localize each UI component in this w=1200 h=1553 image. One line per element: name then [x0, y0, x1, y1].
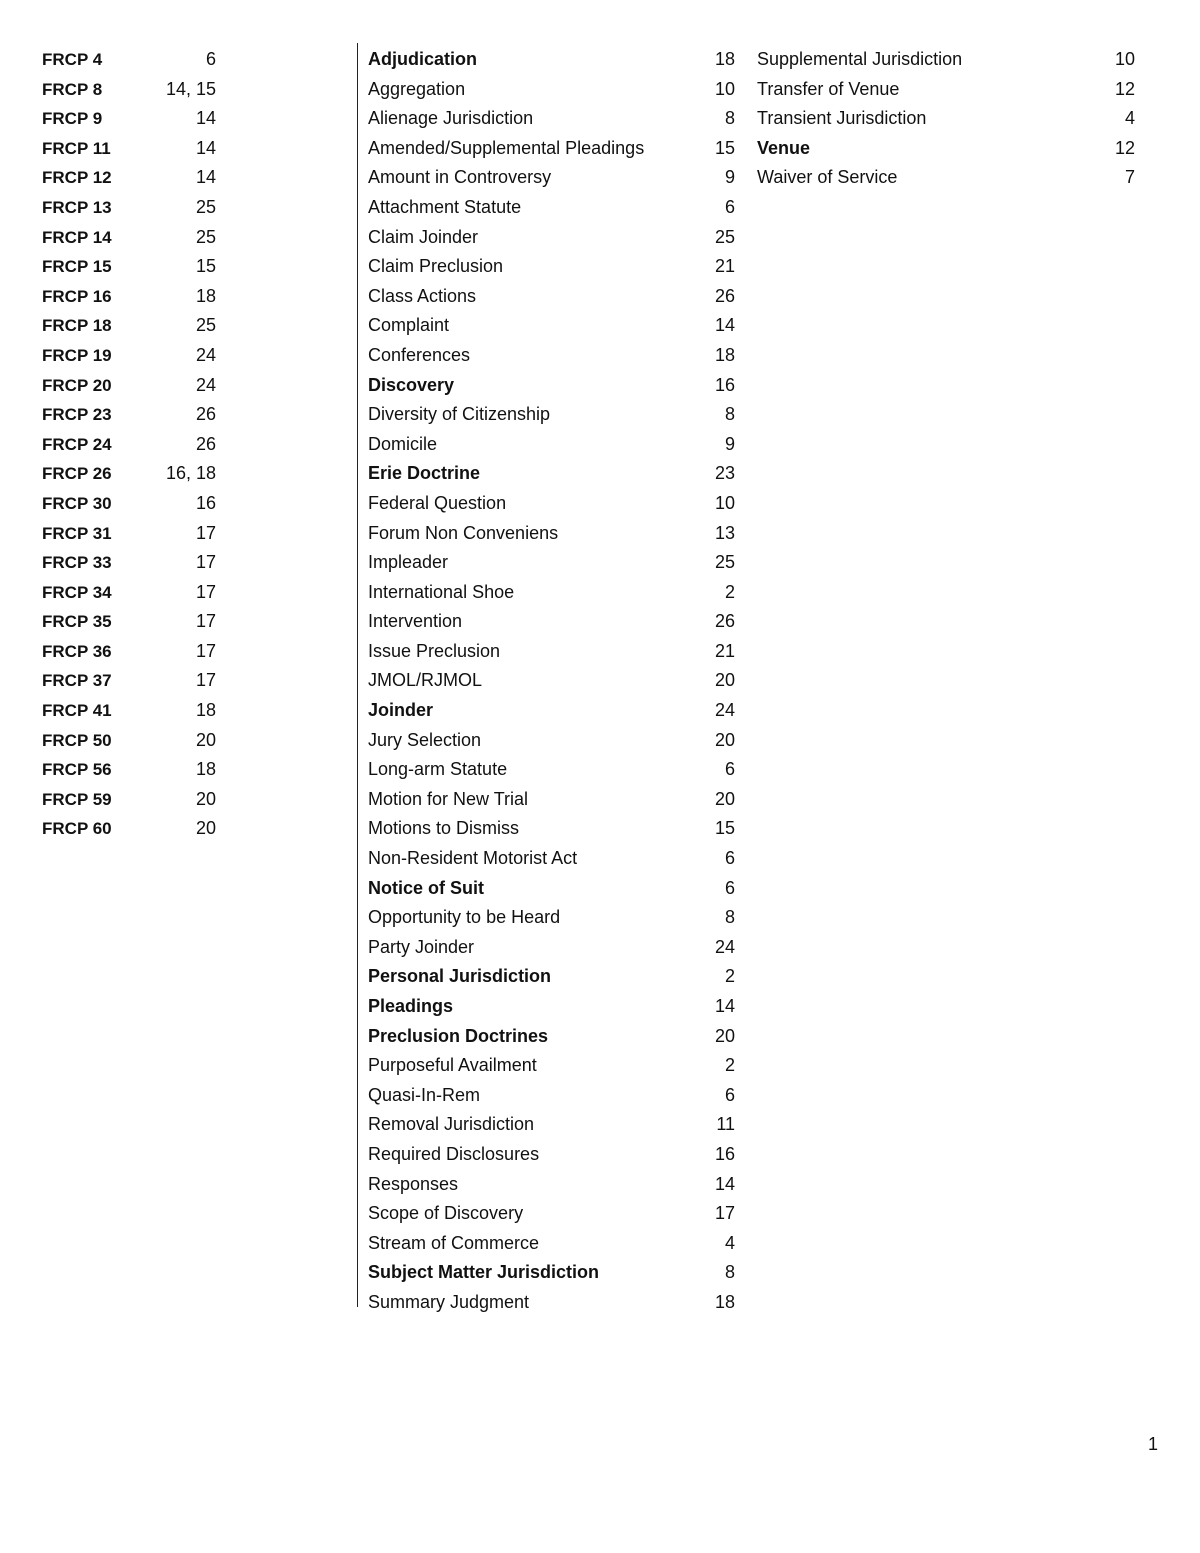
index-term: Notice of Suit — [368, 877, 484, 898]
index-term: Party Joinder — [368, 936, 475, 957]
index-page-ref: 25 — [195, 315, 216, 336]
column-divider — [357, 43, 358, 1307]
index-term: FRCP 18 — [42, 316, 112, 336]
index-term: FRCP 8 — [42, 79, 103, 99]
index-term: Transfer of Venue — [757, 78, 900, 99]
index-term: Attachment Statute — [368, 196, 522, 217]
index-page-ref: 8 — [724, 108, 735, 129]
index-term: FRCP 13 — [42, 197, 112, 217]
index-term: Opportunity to be Heard — [368, 907, 561, 928]
index-entry — [368, 666, 735, 696]
index-page-ref: 20 — [714, 729, 735, 750]
index-term: Joinder — [368, 700, 434, 721]
index-term: Purposeful Availment — [368, 1055, 537, 1076]
index-entry — [368, 1170, 735, 1200]
index-entry — [368, 1258, 735, 1288]
index-entry — [757, 45, 1135, 75]
index-term: Amount in Controversy — [368, 167, 552, 188]
index-page-ref: 14 — [714, 315, 735, 336]
index-term: Long-arm Statute — [368, 759, 508, 780]
index-page-ref: 26 — [195, 433, 216, 454]
index-entry — [42, 75, 216, 105]
index-page-ref: 10 — [714, 78, 735, 99]
index-term: JMOL/RJMOL — [368, 670, 483, 691]
index-entry — [42, 607, 216, 637]
index-entry — [368, 430, 735, 460]
index-page-ref: 16 — [714, 374, 735, 395]
index-entry — [368, 844, 735, 874]
index-page-ref: 10 — [714, 492, 735, 513]
index-page-ref: 15 — [714, 818, 735, 839]
index-term: Personal Jurisdiction — [368, 966, 552, 987]
index-term: Conferences — [368, 344, 471, 365]
index-term: FRCP 12 — [42, 168, 112, 188]
index-term: FRCP 14 — [42, 227, 112, 247]
index-page-ref: 24 — [714, 936, 735, 957]
index-term: Non-Resident Motorist Act — [368, 848, 578, 869]
index-page-ref: 2 — [724, 581, 735, 602]
index-term: Aggregation — [368, 78, 466, 99]
index-entry — [757, 134, 1135, 164]
index-entry — [42, 519, 216, 549]
index-term: International Shoe — [368, 581, 515, 602]
index-term: FRCP 34 — [42, 582, 112, 602]
page-number: 1 — [1147, 1434, 1158, 1454]
index-term: FRCP 35 — [42, 612, 112, 632]
index-term: Removal Jurisdiction — [368, 1114, 535, 1135]
index-entry — [368, 1081, 735, 1111]
index-page-ref: 14 — [714, 1173, 735, 1194]
index-page-ref: 4 — [724, 1232, 735, 1253]
index-entry — [368, 1199, 735, 1229]
index-term: Alienage Jurisdiction — [368, 108, 534, 129]
index-entry — [42, 459, 216, 489]
index-term: Intervention — [368, 611, 463, 632]
index-term: FRCP 26 — [42, 464, 112, 484]
frcp-index-column — [42, 45, 216, 844]
index-entry — [757, 104, 1135, 134]
index-page-ref: 18 — [195, 759, 216, 780]
index-entry — [368, 134, 735, 164]
index-term: Motions to Dismiss — [368, 818, 520, 839]
index-term: FRCP 41 — [42, 701, 112, 721]
index-page-ref: 9 — [724, 433, 735, 454]
index-term: FRCP 33 — [42, 553, 112, 573]
index-page-ref: 9 — [724, 167, 735, 188]
index-page-ref: 11 — [716, 1114, 735, 1135]
index-page-ref: 18 — [714, 1291, 735, 1312]
index-entry — [42, 755, 216, 785]
index-term: Claim Preclusion — [368, 256, 504, 277]
index-term: FRCP 30 — [42, 493, 112, 513]
index-entry — [368, 400, 735, 430]
index-term: FRCP 56 — [42, 760, 112, 780]
index-page-ref: 14 — [195, 167, 216, 188]
index-entry — [368, 874, 735, 904]
index-entry — [368, 1288, 735, 1318]
index-entry — [42, 282, 216, 312]
index-page-ref: 21 — [714, 256, 735, 277]
index-page-ref: 17 — [195, 581, 216, 602]
index-term: FRCP 16 — [42, 286, 112, 306]
index-page-ref: 14 — [195, 108, 216, 129]
index-page-ref: 25 — [714, 226, 735, 247]
index-page-ref: 16, 18 — [165, 463, 216, 484]
index-entry — [42, 193, 216, 223]
index-page-ref: 15 — [195, 256, 216, 277]
index-page-ref: 6 — [205, 49, 216, 69]
index-term: Required Disclosures — [368, 1143, 540, 1164]
index-page-ref: 24 — [714, 700, 735, 721]
index-term: Summary Judgment — [368, 1291, 530, 1312]
index-page-ref: 26 — [195, 404, 216, 425]
index-entry — [368, 785, 735, 815]
index-entry — [368, 903, 735, 933]
index-term: FRCP 15 — [42, 257, 112, 277]
index-entry — [42, 400, 216, 430]
index-entry — [42, 814, 216, 844]
topic-index-column-2 — [757, 45, 1135, 193]
index-entry — [368, 726, 735, 756]
index-entry — [42, 489, 216, 519]
index-entry — [368, 223, 735, 253]
index-entry — [368, 1022, 735, 1052]
index-term: FRCP 9 — [42, 109, 103, 129]
index-entry — [42, 785, 216, 815]
index-page-ref: 8 — [724, 404, 735, 425]
index-term: Erie Doctrine — [368, 463, 481, 484]
index-entry — [42, 223, 216, 253]
index-term: Responses — [368, 1173, 459, 1194]
index-entry — [368, 371, 735, 401]
index-entry — [368, 311, 735, 341]
index-term: Issue Preclusion — [368, 640, 501, 661]
index-page-ref: 6 — [724, 848, 735, 869]
index-page-ref: 14 — [195, 137, 216, 158]
index-entry — [368, 1140, 735, 1170]
index-page-ref: 6 — [724, 877, 735, 898]
index-term: Federal Question — [368, 492, 507, 513]
index-page-ref: 25 — [195, 196, 216, 217]
index-term: FRCP 36 — [42, 641, 112, 661]
index-term: Stream of Commerce — [368, 1232, 540, 1253]
index-entry — [42, 45, 216, 75]
index-entry — [42, 578, 216, 608]
index-entry — [42, 341, 216, 371]
index-entry — [368, 1110, 735, 1140]
index-term: Pleadings — [368, 996, 454, 1016]
index-entry — [368, 992, 735, 1022]
index-entry — [368, 45, 735, 75]
index-entry — [42, 430, 216, 460]
index-term: Claim Joinder — [368, 226, 479, 247]
index-page-ref: 14 — [714, 996, 735, 1016]
index-term: Jury Selection — [368, 729, 482, 750]
index-page-ref: 14, 15 — [165, 78, 216, 99]
index-page-ref: 2 — [724, 966, 735, 987]
index-entry — [368, 548, 735, 578]
index-page-ref: 8 — [724, 1262, 735, 1283]
index-term: Amended/Supplemental Pleadings — [368, 137, 645, 158]
index-term: Domicile — [368, 433, 438, 454]
index-entry — [368, 282, 735, 312]
index-page-ref: 18 — [195, 700, 216, 721]
index-page-ref: 20 — [714, 670, 735, 691]
index-page-ref: 23 — [714, 463, 735, 484]
index-page-ref: 21 — [714, 640, 735, 661]
index-page-ref: 6 — [724, 196, 735, 217]
index-entry — [368, 489, 735, 519]
index-page-ref: 17 — [195, 552, 216, 573]
index-term: Waiver of Service — [757, 167, 898, 188]
index-entry — [42, 134, 216, 164]
index-entry — [368, 341, 735, 371]
index-page-ref: 26 — [714, 285, 735, 306]
index-entry — [368, 814, 735, 844]
index-page-ref: 17 — [195, 670, 216, 691]
index-entry — [368, 1229, 735, 1259]
index-entry — [368, 607, 735, 637]
index-page-ref: 25 — [714, 552, 735, 573]
index-entry — [368, 1051, 735, 1081]
index-page-ref: 12 — [1114, 137, 1135, 158]
index-page-ref: 20 — [195, 729, 216, 750]
index-page-ref: 25 — [195, 226, 216, 247]
index-page-ref: 12 — [1114, 78, 1135, 99]
index-term: Class Actions — [368, 285, 477, 306]
index-entry — [368, 459, 735, 489]
index-term: FRCP 20 — [42, 375, 112, 395]
index-term: Impleader — [368, 552, 449, 573]
index-term: Motion for New Trial — [368, 788, 529, 809]
index-term: Subject Matter Jurisdiction — [368, 1262, 600, 1283]
index-term: FRCP 37 — [42, 671, 112, 691]
index-entry — [368, 933, 735, 963]
index-page-ref: 18 — [714, 49, 735, 69]
index-entry — [757, 163, 1135, 193]
index-term: Diversity of Citizenship — [368, 404, 551, 425]
index-entry — [368, 75, 735, 105]
index-page-ref: 17 — [195, 640, 216, 661]
index-page-ref: 13 — [714, 522, 735, 543]
index-entry — [368, 104, 735, 134]
index-entry — [368, 163, 735, 193]
index-page-ref: 17 — [714, 1203, 735, 1224]
index-page-ref: 20 — [195, 788, 216, 809]
index-page-ref: 10 — [1114, 49, 1135, 69]
index-term: Adjudication — [368, 49, 477, 69]
index-term: FRCP 11 — [42, 138, 111, 158]
index-page-ref: 18 — [195, 285, 216, 306]
index-page-ref: 26 — [714, 611, 735, 632]
index-entry — [42, 548, 216, 578]
index-entry — [42, 104, 216, 134]
index-page-ref: 2 — [724, 1055, 735, 1076]
index-entry — [368, 962, 735, 992]
index-term: Venue — [757, 137, 811, 158]
index-entry — [368, 755, 735, 785]
index-term: Supplemental Jurisdiction — [757, 49, 963, 69]
index-entry — [42, 637, 216, 667]
index-entry — [42, 726, 216, 756]
index-entry — [368, 252, 735, 282]
index-term: Scope of Discovery — [368, 1203, 524, 1224]
index-term: FRCP 31 — [42, 523, 112, 543]
index-page-ref: 16 — [714, 1143, 735, 1164]
index-term: Preclusion Doctrines — [368, 1025, 549, 1046]
index-page-ref: 18 — [714, 344, 735, 365]
index-term: FRCP 60 — [42, 819, 112, 839]
index-entry — [757, 75, 1135, 105]
index-page-ref: 24 — [195, 374, 216, 395]
index-entry — [42, 252, 216, 282]
index-page-ref: 17 — [195, 611, 216, 632]
index-term: Transient Jurisdiction — [757, 108, 927, 129]
index-page-ref: 7 — [1124, 167, 1135, 188]
index-entry — [42, 666, 216, 696]
index-term: FRCP 19 — [42, 345, 112, 365]
index-page-ref: 24 — [195, 344, 216, 365]
index-entry — [42, 311, 216, 341]
topic-index-column-1 — [368, 45, 735, 1318]
index-term: FRCP 59 — [42, 789, 112, 809]
index-entry — [42, 696, 216, 726]
index-page-ref: 16 — [195, 492, 216, 513]
index-page-ref: 4 — [1124, 108, 1135, 129]
index-entry — [368, 519, 735, 549]
index-page-ref: 20 — [195, 818, 216, 839]
index-term: Complaint — [368, 315, 450, 336]
index-term: Forum Non Conveniens — [368, 522, 559, 543]
index-term: FRCP 4 — [42, 50, 103, 69]
index-page-ref: 20 — [714, 788, 735, 809]
index-term: FRCP 23 — [42, 405, 112, 425]
index-entry — [368, 637, 735, 667]
index-entry — [42, 163, 216, 193]
index-entry — [368, 193, 735, 223]
index-page-ref: 15 — [714, 137, 735, 158]
index-term: Discovery — [368, 374, 455, 395]
index-entry — [368, 578, 735, 608]
index-page-ref: 8 — [724, 907, 735, 928]
index-page-ref: 6 — [724, 759, 735, 780]
index-entry — [42, 371, 216, 401]
index-entry — [368, 696, 735, 726]
index-page-ref: 20 — [714, 1025, 735, 1046]
index-term: FRCP 50 — [42, 730, 112, 750]
index-term: Quasi-In-Rem — [368, 1084, 481, 1105]
index-page-ref: 17 — [195, 522, 216, 543]
index-term: FRCP 24 — [42, 434, 112, 454]
index-page-ref: 6 — [724, 1084, 735, 1105]
